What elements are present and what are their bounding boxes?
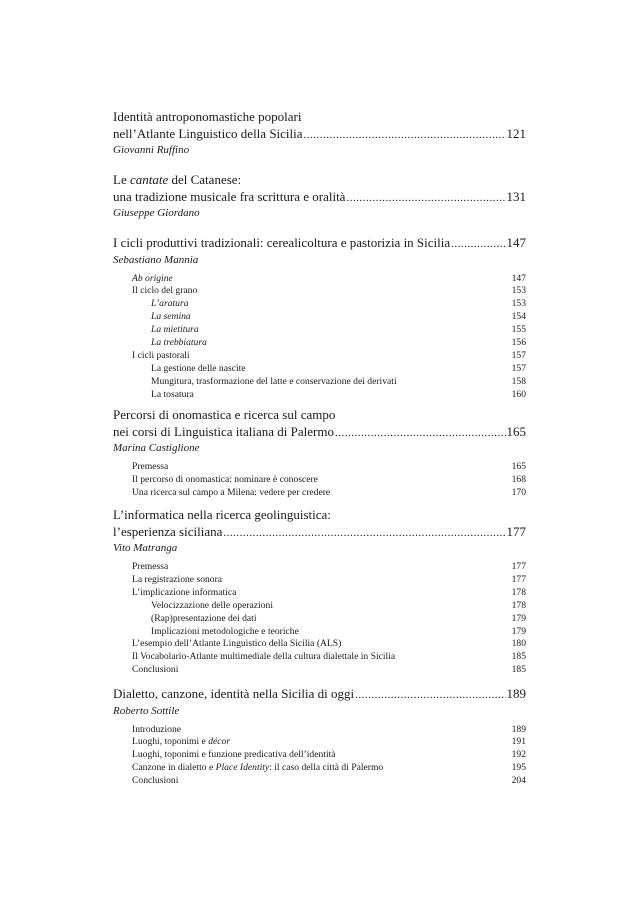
entry-author: Roberto Sottile <box>113 704 180 717</box>
entry-page-number: 189 <box>506 686 526 701</box>
subsection-item: Il percorso di onomastica: nominare è conoscere 168 <box>132 473 526 485</box>
entry-title-line <box>113 109 526 126</box>
entry-author: Sebastiano Mannia <box>113 253 199 266</box>
subsection-item: (Rap)presentazione dei dati 179 <box>151 612 526 624</box>
dot-leader <box>346 190 505 207</box>
subsection-item: Una ricerca sul campo a Milena: vedere per credere 170 <box>132 486 526 498</box>
entry-title: Identità antroponomastiche popolari <box>113 109 302 124</box>
entry-title: L’informatica nella ricerca geolinguistica: <box>113 507 331 522</box>
subsection-item: Premessa 177 <box>132 561 526 572</box>
entry-title: nell’Atlante Linguistico della Sicilia <box>113 125 303 141</box>
subsection-item: Introduzione 189 <box>132 723 526 735</box>
subsection-item: La tosatura 160 <box>151 388 526 400</box>
toc-entry-castiglione <box>113 407 526 500</box>
entry-title-line <box>113 172 526 189</box>
subsection-item: La mietitura 155 <box>151 324 526 336</box>
subsection-item: Canzone in dialetto e Place Identity: il caso della città di Palermo 195 <box>132 762 526 774</box>
entry-title: nei corsi di Linguistica italiana di Palermo <box>113 423 334 439</box>
toc-entry-sottile <box>113 686 526 788</box>
entry-title: una tradizione musicale fra scrittura e oralità <box>113 188 346 204</box>
dot-leader <box>223 525 505 542</box>
entry-title: Le cantate del Catanese: <box>113 172 242 187</box>
entry-title-line <box>113 235 526 253</box>
subsection-item: La registrazione sonora 177 <box>132 573 526 585</box>
subsection-item: Luoghi, toponimi e funzione predicativa dell’identità 192 <box>132 749 526 761</box>
entry-page-number: 147 <box>506 235 526 250</box>
entry-page-number: 165 <box>506 423 526 439</box>
subsection-item: Ab origine 147 <box>132 272 526 284</box>
subsection-item: Conclusioni 204 <box>132 775 526 787</box>
entry-page-number: 121 <box>506 125 526 141</box>
dot-leader <box>355 687 505 704</box>
subsection-item: La semina 154 <box>151 311 526 323</box>
dot-leader <box>304 127 506 144</box>
entry-title: Dialetto, canzone, identità nella Sicilia di oggi <box>113 686 355 701</box>
subsection-list <box>113 273 526 402</box>
subsection-item: Conclusioni 185 <box>132 664 526 676</box>
entry-page-number: 177 <box>506 523 526 539</box>
entry-author: Giovanni Ruffino <box>113 144 190 156</box>
toc-entry-giordano <box>113 172 526 220</box>
subsection-item: Premessa 165 <box>132 461 526 472</box>
entry-author: Giuseppe Giordano <box>113 207 200 219</box>
toc-entry-matranga <box>113 507 526 677</box>
subsection-item: La gestione delle nascite 157 <box>151 362 526 374</box>
subsection-item: La trebbiatura 156 <box>151 337 526 349</box>
subsection-item: Il ciclo del grano 153 <box>132 285 526 297</box>
subsection-item: L’implicazione informatica 178 <box>132 586 526 598</box>
subsection-list <box>113 724 526 789</box>
subsection-item: Implicazioni metodologiche e teoriche 179 <box>151 625 526 637</box>
entry-title-line <box>113 126 526 144</box>
entry-title-line <box>113 524 526 542</box>
toc-entry-mannia <box>113 235 526 402</box>
dot-leader <box>451 236 505 253</box>
entry-title: I cicli produttivi tradizionali: cerealicoltura e pastorizia in Sicilia <box>113 235 451 250</box>
entry-author: Vito Matranga <box>113 542 178 554</box>
dot-leader <box>335 425 506 442</box>
subsection-item: Velocizzazione delle operazioni 178 <box>151 599 526 611</box>
subsection-item: L’aratura 153 <box>151 298 526 310</box>
subsection-item: Luoghi, toponimi e décor 191 <box>132 736 526 748</box>
entry-title-line <box>113 507 526 524</box>
entry-title: Percorsi di onomastica e ricerca sul campo <box>113 407 336 422</box>
entry-page-number: 131 <box>506 188 526 204</box>
entry-title-line <box>113 424 526 442</box>
subsection-item: L’esempio dell’Atlante Linguistico della Sicilia (ALS) 180 <box>132 638 526 650</box>
entry-author: Marina Castiglione <box>113 442 200 454</box>
entry-title-line <box>113 407 526 424</box>
subsection-list <box>113 461 526 500</box>
entry-title-line <box>113 686 526 704</box>
subsection-item: Il Vocabolario-Atlante multimediale della cultura dialettale in Sicilia 185 <box>132 651 526 663</box>
entry-title-line <box>113 189 526 207</box>
toc-entry-ruffino <box>113 109 526 157</box>
entry-title: l’esperienza siciliana <box>113 523 223 539</box>
subsection-list <box>113 561 526 677</box>
subsection-item: Mungitura, trasformazione del latte e conservazione dei derivati 158 <box>151 375 526 387</box>
subsection-item: I cicli pastorali 157 <box>132 349 526 361</box>
